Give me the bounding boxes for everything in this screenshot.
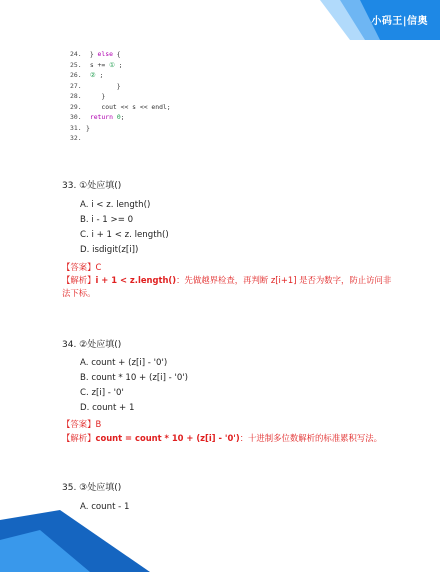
code-line: 26. ② ; xyxy=(70,71,104,79)
code-line: 30. return 0; xyxy=(70,113,125,121)
option-d: D. count + 1 xyxy=(80,403,135,413)
code-line: 31. } xyxy=(70,123,90,132)
option-c: C. z[i] - '0' xyxy=(80,388,124,398)
brand-logo: 小码王|信奥 xyxy=(371,16,428,27)
option-a: A. i < z. length() xyxy=(80,200,151,210)
answer: 【答案】B xyxy=(62,419,102,429)
option-a: A. count + (z[i] - '0') xyxy=(80,358,168,368)
code-line: 25. s += ① ; xyxy=(70,60,123,69)
option-d: D. isdigit(z[i]) xyxy=(80,245,139,255)
option-c: C. i + 1 < z. length() xyxy=(80,230,169,240)
explanation: 【解析】count = count * 10 + (z[i] - '0')：十进制多位数解析的标准累积写法。 xyxy=(62,433,383,443)
option-b: B. count * 10 + (z[i] - '0') xyxy=(80,373,189,383)
code-line: 24. } else { xyxy=(70,50,121,58)
code-line: 29. cout << s << endl; xyxy=(70,102,171,111)
explanation: 【解析】i + 1 < z.length()：先做越界检查，再判断 z[i+1] 是否为数字，防止访问非法下标。 xyxy=(62,275,392,298)
corner-decoration-bottom xyxy=(0,510,150,572)
code-line: 32. xyxy=(70,134,82,142)
question-33-title: 33. ①处应填() xyxy=(62,181,122,191)
answer: 【答案】C xyxy=(62,262,102,272)
option-b: B. i - 1 >= 0 xyxy=(80,215,134,225)
question-34-title: 34. ②处应填() xyxy=(62,340,122,350)
code-line: 27. } xyxy=(70,81,121,90)
code-block xyxy=(70,49,171,144)
question-35-title: 35. ③处应填() xyxy=(62,483,122,493)
code-line: 28. } xyxy=(70,92,106,100)
option-a: A. count - 1 xyxy=(80,502,130,512)
